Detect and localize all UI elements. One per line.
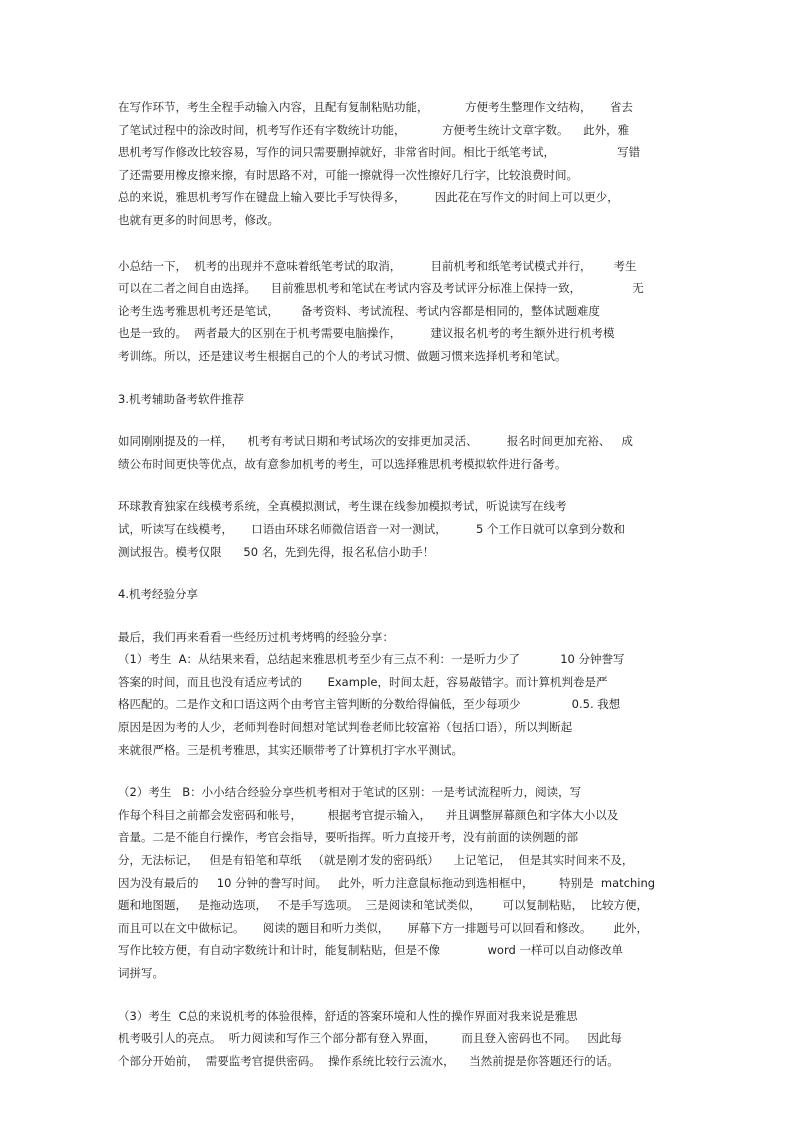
text-line: 小总结一下， 机考的出现并不意味着纸笔考试的取消， 目前机考和纸笔考试模式并行， 考生 — [118, 258, 637, 273]
heading-software-recommendation: 3.机考辅助备考软件推荐 — [118, 391, 244, 406]
text-line: 了还需要用橡皮擦来擦，有时思路不对，可能一擦就得一次性擦好几行字，比较浪费时间。 — [118, 167, 578, 182]
heading-experience-sharing: 4.机考经验分享 — [118, 587, 198, 602]
text-line: 音量。二是不能自行操作，考官会指导，要听指挥。听力直接开考，没有前面的读例题的部 — [118, 830, 578, 845]
text-line: 而且可以在文中做标记。 阅读的题目和听力类似， 屏幕下方一排题号可以回看和修改。 此外， — [118, 920, 648, 935]
text-line: 试，听读写在线模考， 口语由环球名师微信语音一对一测试， 5 个工作日就可以拿到分数和 — [118, 521, 625, 536]
text-line: 绩公布时间更快等优点，故有意参加机考的考生，可以选择雅思机考模拟软件进行备考。 — [118, 456, 567, 471]
text-line: 如同刚刚提及的一样， 机考有考试日期和考试场次的安排更加灵活、 报名时间更加充裕、 成 — [118, 434, 633, 449]
paragraph-candidate-b — [118, 781, 678, 984]
text-line: 答案的时间，而且也没有适应考试的 Example，时间太赶，容易敲错字。而计算机判卷是严 — [118, 674, 608, 689]
paragraph-software-intro — [118, 430, 678, 475]
text-line: （1）考生 A：从结果来看，总结起来雅思机考至少有三点不利：一是听力少了 10 分钟誊写 — [118, 652, 625, 667]
text-line: 因为没有最后的 10 分钟的誊写时间。 此外，听力注意鼠标拖动到选相框中， 特别是 matching — [118, 875, 656, 890]
text-line: 环球教育独家在线模考系统，全真模拟测试，考生课在线参加模拟考试，听说读写在线考 — [118, 499, 567, 514]
paragraph-mock-exam-system — [118, 495, 678, 563]
text-line: 来就很严格。三是机考雅思，其实还顺带考了计算机打字水平测试。 — [118, 742, 463, 757]
text-line: 词拼写。 — [118, 966, 164, 980]
text-line: 原因是因为考的人少，老师判卷时间想对笔试判卷老师比较富裕（包括口语），所以判断起 — [118, 720, 573, 735]
text-line: 格匹配的。二是作文和口语这两个由考官主管判断的分数给得偏低，至少每项少 0.5. 我想 — [118, 697, 621, 712]
paragraph-summary — [118, 255, 678, 368]
text-line: 论考生选考雅思机考还是笔试， 备考资料、考试流程、考试内容都是相同的，整体试题难度 — [118, 303, 600, 318]
text-line: 最后，我们再来看看一些经历过机考烤鸭的经验分享： — [118, 629, 394, 644]
text-line: 测试报告。模考仅限 50 名，先到先得，报名私信小助手！ — [118, 544, 435, 559]
text-line: 了笔试过程中的涂改时间，机考写作还有字数统计功能， 方便考生统计文章字数。 此外，雅 — [118, 122, 630, 137]
text-line: 题和地图题， 是拖动选项， 不是手写选项。 三是阅读和笔试类似， 可以复制粘贴， 比较方便， — [118, 898, 648, 913]
text-line: （2）考生 B：小小结合经验分享些机考相对于笔试的区别：一是考试流程听力，阅读，写 — [118, 785, 582, 800]
text-line: 思机考写作修改比较容易，写作的词只需要删掉就好，非常省时间。相比于纸笔考试， 写错 — [118, 145, 641, 160]
text-line: 也是一致的。 两者最大的区别在于机考需要电脑操作， 建议报名机考的考生额外进行机考模 — [118, 326, 615, 341]
paragraph-writing-section — [118, 96, 678, 232]
paragraph-candidate-c — [118, 1005, 678, 1073]
paragraph-candidate-a — [118, 626, 678, 762]
text-line: 总的来说，雅思机考写作在键盘上输入要比手写快得多， 因此花在写作文的时间上可以更少， — [118, 190, 619, 205]
text-line: 也就有更多的时间思考，修改。 — [118, 212, 279, 227]
text-line: 考训练。所以，还是建议考生根据自己的个人的考试习惯、做题习惯来选择机考和笔试。 — [118, 348, 567, 363]
text-line: 在写作环节，考生全程手动输入内容，且配有复制粘贴功能， 方便考生整理作文结构， 省去 — [118, 100, 633, 114]
text-line: 写作比较方便，有自动字数统计和计时，能复制粘贴，但是不像 word 一样可以自动修改单 — [118, 943, 623, 958]
text-line: 作每个科目之前都会发密码和帐号， 根据考官提示输入， 并且调整屏幕颜色和字体大小以及 — [118, 807, 619, 822]
text-line: 可以在二者之间自由选择。 目前雅思机考和笔试在考试内容及考试评分标准上保持一致， 无 — [118, 281, 644, 296]
document-page — [118, 96, 678, 1072]
text-line: 机考吸引人的亮点。 听力阅读和写作三个部分都有登入界面， 而且登入密码也不同。 因此每 — [118, 1031, 622, 1046]
text-line: 个部分开始前， 需要监考官提供密码。 操作系统比较行云流水， 当然前提是你答题还行的话。 — [118, 1053, 619, 1068]
text-line: （3）考生 C总的来说机考的体验很棒，舒适的答案环境和人性的操作界面对我来说是雅思 — [118, 1008, 578, 1023]
text-line: 分，无法标记， 但是有铅笔和草纸 （就是刚才发的密码纸） 上记笔记， 但是其实时间来不及， — [118, 853, 634, 868]
